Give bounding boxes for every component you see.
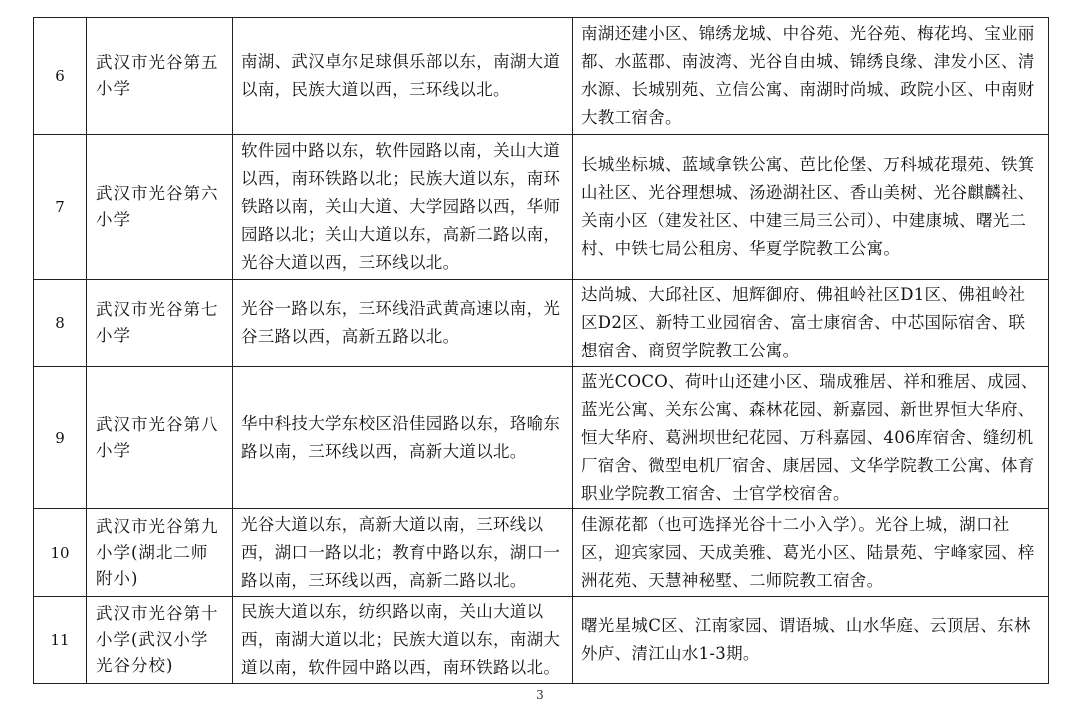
district-area: 软件园中路以东，软件园路以南，关山大道以西，南环铁路以北；民族大道以东，南环铁路以南，关山大道、大学园路以西，华师园路以北；关山大道以东，高新二路以南，光谷大道以西，三环线以北。 [233,135,573,280]
page-number: 3 [536,688,544,702]
table-row [34,18,1049,135]
community-list: 佳源花都（也可选择光谷十二小入学）。光谷上城，湖口社区，迎宾家园、天成美雅、葛光小区、陆景苑、宇峰家园、梓洲花苑、天慧神秘墅、二师院教工宿舍。 [573,509,1049,597]
table-row [34,280,1049,367]
community-list: 长城坐标城、蓝域拿铁公寓、芭比伦堡、万科城花璟苑、铁箕山社区、光谷理想城、汤逊湖社区、香山美树、光谷麒麟社、关南小区（建发社区、中建三局三公司）、中建康城、曙光二村、中铁七局公租房、华夏学院教工公寓。 [573,135,1049,280]
row-number: 6 [34,18,87,135]
community-list: 曙光星城C区、江南家园、谓语城、山水华庭、云顶居、东林外庐、清江山水1-3期。 [573,597,1049,684]
district-area: 南湖、武汉卓尔足球俱乐部以东，南湖大道以南，民族大道以西，三环线以北。 [233,18,573,135]
row-number: 11 [34,597,87,684]
school-name: 武汉市光谷第五小学 [87,18,233,135]
school-name: 武汉市光谷第十小学(武汉小学光谷分校) [87,597,233,684]
row-number: 8 [34,280,87,367]
school-district-table [33,17,1049,684]
row-number: 7 [34,135,87,280]
row-number: 10 [34,509,87,597]
district-area: 光谷大道以东，高新大道以南，三环线以西，湖口一路以北；教育中路以东，湖口一路以南，三环线以西，高新二路以北。 [233,509,573,597]
district-area: 民族大道以东，纺织路以南，关山大道以西，南湖大道以北；民族大道以东，南湖大道以南，软件园中路以西，南环铁路以北。 [233,597,573,684]
school-name: 武汉市光谷第九小学(湖北二师附小) [87,509,233,597]
school-name: 武汉市光谷第八小学 [87,367,233,509]
district-area: 华中科技大学东校区沿佳园路以东，珞喻东路以南，三环线以西，高新大道以北。 [233,367,573,509]
row-number: 9 [34,367,87,509]
table-row [34,367,1049,509]
community-list: 达尚城、大邱社区、旭辉御府、佛祖岭社区D1区、佛祖岭社区D2区、新特工业园宿舍、富士康宿舍、中芯国际宿舍、联想宿舍、商贸学院教工公寓。 [573,280,1049,367]
community-list: 蓝光COCO、荷叶山还建小区、瑞成雅居、祥和雅居、成园、蓝光公寓、关东公寓、森林花园、新嘉园、新世界恒大华府、恒大华府、葛洲坝世纪花园、万科嘉园、406库宿舍、缝纫机厂宿舍、微型电机厂宿舍、康居园、文华学院教工公寓、体育职业学院教工宿舍、士官学校宿舍。 [573,367,1049,509]
table-row [34,597,1049,684]
table-row [34,509,1049,597]
community-list: 南湖还建小区、锦绣龙城、中谷苑、光谷苑、梅花坞、宝业丽都、水蓝郡、南波湾、光谷自由城、锦绣良缘、津发小区、清水源、长城别苑、立信公寓、南湖时尚城、政院小区、中南财大教工宿舍。 [573,18,1049,135]
school-name: 武汉市光谷第六小学 [87,135,233,280]
district-area: 光谷一路以东，三环线沿武黄高速以南，光谷三路以西，高新五路以北。 [233,280,573,367]
table-row [34,135,1049,280]
school-name: 武汉市光谷第七小学 [87,280,233,367]
